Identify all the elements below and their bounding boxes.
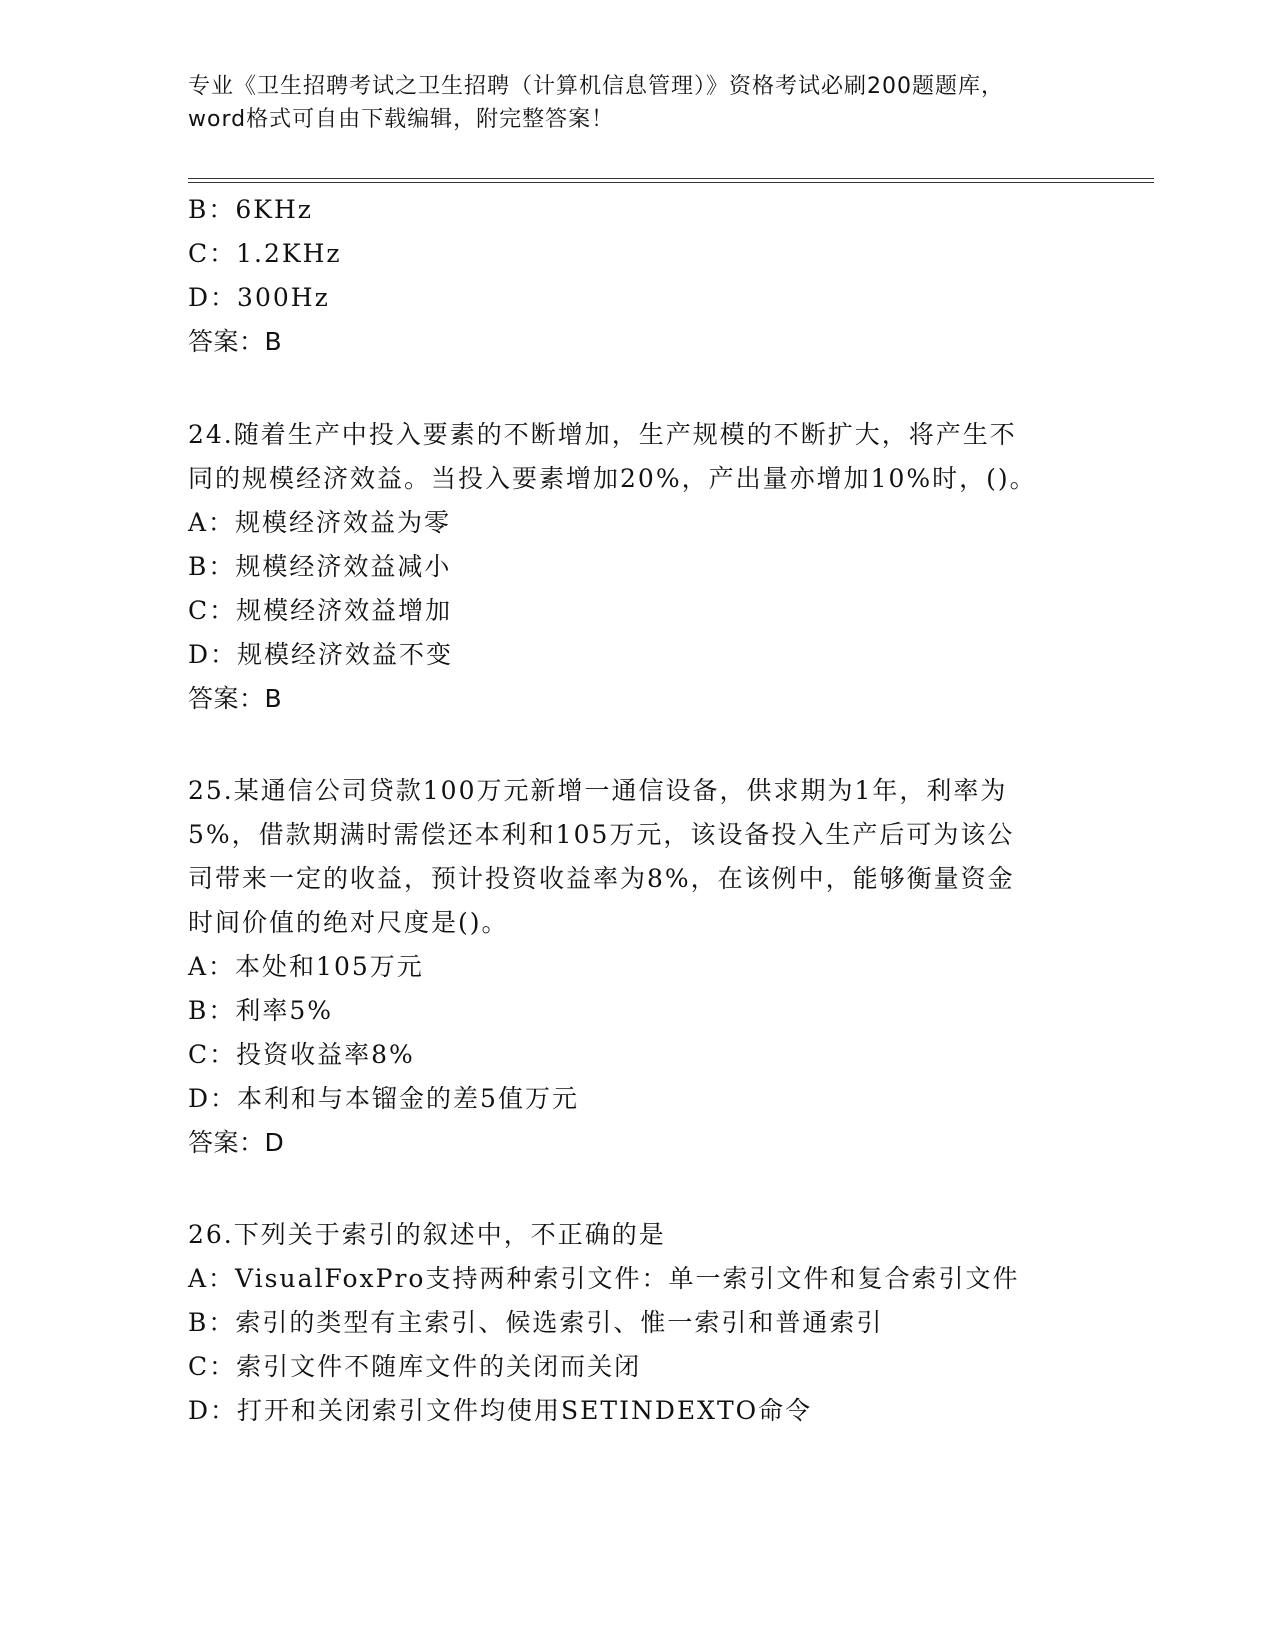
q26-option-c: C：索引文件不随库文件的关闭而关闭 [188,1352,642,1381]
q25-answer: 答案：D [188,1128,285,1157]
q25-option-b: B：利率5% [188,996,334,1025]
header-divider-top [188,178,1154,179]
q24-option-d: D：规模经济效益不变 [188,640,454,669]
header-divider-bottom [188,182,1154,183]
q24-option-b: B：规模经济效益减小 [188,552,452,581]
q23-option-c: C：1.2KHz [188,239,342,268]
q25-option-d: D：本利和与本镏金的差5值万元 [188,1084,579,1113]
q23-answer: 答案：B [188,327,283,356]
q24-stem-line-1: 24.随着生产中投入要素的不断增加，生产规模的不断扩大，将产生不 [188,420,1017,449]
q24-stem-line-2: 同的规模经济效益。当投入要素增加20%，产出量亦增加10%时，()。 [188,464,1037,493]
q26-option-a: A：VisualFoxPro支持两种索引文件：单一索引文件和复合索引文件 [188,1264,1020,1293]
q23-option-d: D：300Hz [188,283,330,312]
q26-stem-line-1: 26.下列关于索引的叙述中，不正确的是 [188,1220,666,1249]
q23-option-b: B：6KHz [188,195,313,224]
q26-option-b: B：索引的类型有主索引、候选索引、惟一索引和普通索引 [188,1308,884,1337]
q25-stem-line-1: 25.某通信公司贷款100万元新增一通信设备，供求期为1年，利率为 [188,776,1008,805]
q25-option-a: A：本处和105万元 [188,952,424,981]
header-line-2: word格式可自由下载编辑，附完整答案！ [188,107,615,132]
q26-option-d: D：打开和关闭索引文件均使用SETINDEXTO命令 [188,1396,813,1425]
q24-answer: 答案：B [188,684,283,713]
q25-stem-line-2: 5%，借款期满时需偿还本利和105万元，该设备投入生产后可为该公 [188,820,1015,849]
q24-option-c: C：规模经济效益增加 [188,596,453,625]
q25-stem-line-3: 司带来一定的收益，预计投资收益率为8%，在该例中，能够衡量资金 [188,864,1015,893]
q25-option-c: C：投资收益率8% [188,1040,415,1069]
q25-stem-line-4: 时间价值的绝对尺度是()。 [188,908,509,937]
q24-option-a: A：规模经济效益为零 [188,508,452,537]
document-header [188,70,1088,136]
header-line-1: 专业《卫生招聘考试之卫生招聘（计算机信息管理）》资格考试必刷200题题库， [188,74,1004,99]
